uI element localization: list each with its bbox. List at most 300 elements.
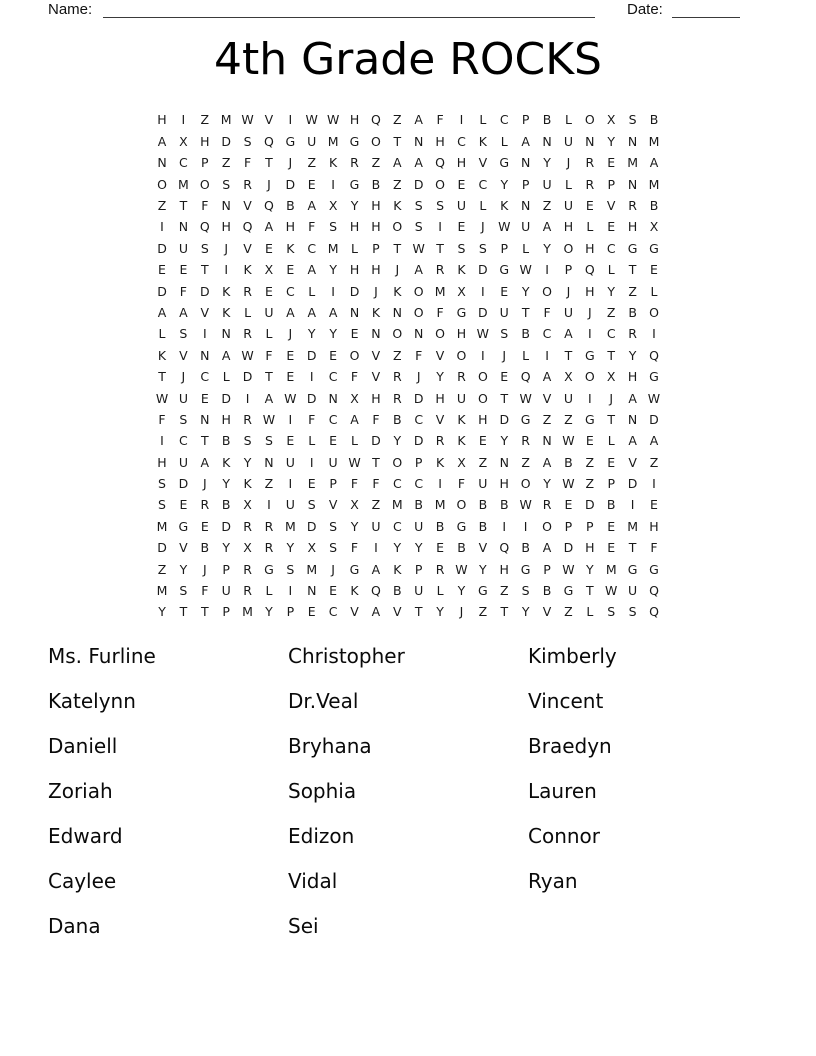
grid-letter-r3c12: A xyxy=(393,155,402,171)
grid-letter-r4c4: S xyxy=(222,176,231,192)
grid-letter-r9c9: I xyxy=(331,283,335,299)
grid-letter-r18c7: I xyxy=(288,476,293,492)
grid-letter-r10c6: U xyxy=(264,304,274,320)
grid-letter-r17c21: Z xyxy=(585,454,595,470)
grid-letter-r7c5: V xyxy=(243,240,252,256)
grid-letter-r4c5: R xyxy=(243,176,252,192)
grid-letter-r18c2: D xyxy=(178,476,189,492)
grid-letter-r9c8: L xyxy=(308,283,316,299)
grid-letter-r17c17: N xyxy=(499,454,509,470)
grid-letter-r9c12: K xyxy=(393,283,402,299)
grid-letter-r19c4: B xyxy=(221,497,231,513)
grid-letter-r10c2: A xyxy=(179,304,188,320)
grid-letter-r2c11: O xyxy=(370,133,381,149)
grid-letter-r14c17: T xyxy=(500,390,509,406)
grid-letter-r9c4: K xyxy=(222,283,231,299)
grid-letter-r3c6: T xyxy=(265,155,273,171)
grid-letter-r10c18: T xyxy=(521,304,530,320)
grid-letter-r5c6: Q xyxy=(264,198,274,213)
grid-letter-r19c5: X xyxy=(243,497,252,513)
grid-letter-r22c14: R xyxy=(435,561,445,577)
grid-letter-r20c15: G xyxy=(456,518,467,534)
grid-letter-r9c21: H xyxy=(585,283,595,299)
grid-letter-r16c21: E xyxy=(585,433,594,449)
grid-letter-r24c15: J xyxy=(459,604,464,620)
grid-letter-r9c13: O xyxy=(413,283,424,299)
grid-letter-r23c7: I xyxy=(288,583,293,599)
grid-letter-r10c14: F xyxy=(436,304,444,320)
grid-letter-r23c8: N xyxy=(307,583,317,599)
grid-letter-r1c12: Z xyxy=(393,112,402,128)
grid-letter-r14c7: W xyxy=(284,390,297,406)
grid-letter-r21c2: V xyxy=(179,540,188,556)
grid-letter-r10c24: O xyxy=(649,304,659,320)
grid-letter-r15c16: H xyxy=(478,411,488,427)
grid-letter-r19c18: W xyxy=(519,497,532,513)
grid-letter-r4c17: Y xyxy=(500,176,509,192)
grid-letter-r15c2: S xyxy=(179,411,188,427)
grid-letter-r12c6: F xyxy=(265,347,273,363)
grid-letter-r24c18: Y xyxy=(521,604,530,620)
grid-letter-r11c20: A xyxy=(564,326,573,342)
grid-letter-r23c20: G xyxy=(563,583,574,599)
grid-letter-r18c19: Y xyxy=(543,476,551,492)
grid-letter-r1c1: H xyxy=(157,112,167,128)
grid-letter-r15c7: I xyxy=(288,411,293,427)
word-list-item: Bryhana xyxy=(288,734,372,758)
grid-letter-r11c1: L xyxy=(158,326,166,342)
grid-letter-r4c16: C xyxy=(478,176,488,192)
grid-letter-r21c9: S xyxy=(329,540,338,556)
grid-letter-r10c8: A xyxy=(307,304,317,320)
grid-letter-r18c14: I xyxy=(438,476,442,492)
grid-letter-r4c18: P xyxy=(521,176,530,192)
grid-letter-r7c16: S xyxy=(478,240,487,256)
grid-letter-r5c8: A xyxy=(307,198,317,213)
grid-letter-r11c10: E xyxy=(350,326,359,342)
grid-letter-r6c8: F xyxy=(308,219,316,235)
grid-letter-r19c2: E xyxy=(179,497,188,513)
grid-letter-r16c23: A xyxy=(628,433,637,449)
grid-letter-r23c5: R xyxy=(243,583,252,599)
grid-letter-r13c2: J xyxy=(181,369,186,385)
grid-letter-r11c16: W xyxy=(476,326,490,342)
grid-letter-r16c5: S xyxy=(243,433,252,449)
grid-letter-r8c8: A xyxy=(307,262,317,278)
grid-letter-r8c5: K xyxy=(243,262,252,278)
grid-letter-r19c12: M xyxy=(391,497,403,513)
grid-letter-r11c18: B xyxy=(521,326,530,342)
grid-letter-r5c16: L xyxy=(479,198,487,213)
grid-letter-r10c15: G xyxy=(456,304,467,320)
grid-letter-r16c1: I xyxy=(160,433,164,449)
grid-letter-r2c16: K xyxy=(478,133,487,149)
grid-letter-r12c16: I xyxy=(481,347,485,363)
grid-letter-r14c1: W xyxy=(155,390,169,406)
grid-letter-r18c21: Z xyxy=(585,476,595,492)
grid-letter-r15c19: Z xyxy=(542,411,552,427)
grid-letter-r7c19: Y xyxy=(543,240,551,256)
grid-letter-r21c19: A xyxy=(542,540,552,556)
grid-letter-r16c24: A xyxy=(649,433,659,449)
grid-letter-r15c3: N xyxy=(200,411,210,427)
word-list-item: Edizon xyxy=(288,824,355,848)
grid-letter-r1c9: W xyxy=(326,112,340,128)
grid-letter-r5c9: X xyxy=(328,198,338,213)
grid-letter-r24c11: A xyxy=(371,604,381,620)
grid-letter-r12c12: Z xyxy=(393,347,402,363)
grid-letter-r4c10: G xyxy=(349,176,360,192)
grid-letter-r18c18: O xyxy=(520,476,531,492)
grid-letter-r23c18: S xyxy=(521,583,530,599)
grid-letter-r11c24: I xyxy=(652,326,656,342)
grid-letter-r17c11: T xyxy=(372,454,380,470)
grid-letter-r23c3: F xyxy=(201,583,209,599)
grid-letter-r9c17: E xyxy=(500,283,509,299)
grid-letter-r5c23: R xyxy=(628,198,637,213)
grid-letter-r20c18: I xyxy=(523,518,528,534)
grid-letter-r13c16: O xyxy=(477,369,488,385)
grid-letter-r9c3: D xyxy=(199,283,210,299)
grid-letter-r10c12: N xyxy=(392,304,402,320)
grid-letter-r22c17: H xyxy=(499,561,509,577)
grid-letter-r11c19: C xyxy=(542,326,552,342)
grid-letter-r4c6: J xyxy=(267,176,271,192)
grid-letter-r12c7: E xyxy=(286,347,295,363)
grid-letter-r3c2: C xyxy=(179,155,188,171)
grid-letter-r18c5: K xyxy=(243,476,252,492)
word-list-item: Dr.Veal xyxy=(288,689,359,713)
word-list-item: Sophia xyxy=(288,779,357,803)
grid-letter-r17c22: E xyxy=(607,454,616,470)
grid-letter-r10c10: N xyxy=(349,304,360,320)
grid-letter-r11c17: S xyxy=(500,326,509,342)
grid-letter-r1c15: I xyxy=(459,112,464,128)
grid-letter-r11c21: I xyxy=(587,326,592,342)
grid-letter-r14c8: D xyxy=(306,390,317,406)
grid-letter-r5c19: Z xyxy=(542,198,552,213)
grid-letter-r14c3: E xyxy=(200,390,209,406)
grid-letter-r17c19: A xyxy=(542,454,552,470)
grid-letter-r11c9: Y xyxy=(329,326,337,342)
grid-letter-r20c2: G xyxy=(178,518,189,534)
grid-letter-r18c11: F xyxy=(372,476,380,492)
grid-letter-r22c9: J xyxy=(331,561,335,577)
letter-grid xyxy=(151,110,664,623)
grid-letter-r4c23: N xyxy=(627,176,638,192)
grid-letter-r20c13: U xyxy=(414,518,424,534)
grid-letter-r22c15: W xyxy=(455,561,468,577)
grid-letter-r7c7: K xyxy=(286,240,295,256)
grid-letter-r4c15: E xyxy=(457,176,466,192)
grid-letter-r14c24: W xyxy=(647,390,661,406)
grid-letter-r13c3: C xyxy=(200,369,210,385)
grid-letter-r21c21: H xyxy=(585,540,595,556)
grid-letter-r15c9: C xyxy=(328,411,338,427)
grid-letter-r19c10: X xyxy=(350,497,359,513)
word-list-item: Edward xyxy=(48,824,123,848)
grid-letter-r13c18: Q xyxy=(520,369,531,385)
grid-letter-r13c9: C xyxy=(328,369,338,385)
word-list-item: Daniell xyxy=(48,734,118,758)
grid-letter-r10c17: U xyxy=(499,304,509,320)
grid-letter-r19c16: B xyxy=(478,497,488,513)
grid-letter-r18c13: C xyxy=(414,476,424,492)
grid-letter-r13c4: L xyxy=(222,369,230,385)
grid-letter-r6c24: X xyxy=(649,219,659,235)
date-blank-line xyxy=(672,0,740,18)
grid-letter-r7c18: L xyxy=(522,240,530,256)
grid-letter-r22c10: G xyxy=(349,561,360,577)
grid-letter-r19c21: D xyxy=(585,497,595,513)
grid-letter-r6c21: L xyxy=(586,219,594,235)
grid-letter-r15c14: V xyxy=(435,411,445,427)
grid-letter-r22c23: G xyxy=(627,561,638,577)
grid-letter-r12c15: O xyxy=(456,347,467,363)
grid-letter-r16c14: R xyxy=(435,433,445,449)
grid-letter-r18c4: Y xyxy=(222,476,230,492)
grid-letter-r11c11: N xyxy=(371,326,381,342)
grid-letter-r8c9: Y xyxy=(329,262,337,278)
grid-letter-r7c3: S xyxy=(200,240,209,256)
grid-letter-r1c10: H xyxy=(349,112,360,128)
grid-letter-r9c10: D xyxy=(349,283,360,299)
grid-letter-r20c1: M xyxy=(156,518,168,534)
grid-letter-r7c4: J xyxy=(224,240,229,256)
grid-letter-r3c11: Z xyxy=(371,155,381,171)
word-list-item: Kimberly xyxy=(528,644,617,668)
grid-letter-r21c7: Y xyxy=(286,540,295,556)
grid-letter-r16c19: N xyxy=(542,433,552,449)
grid-letter-r2c2: X xyxy=(179,133,188,149)
grid-letter-r6c9: S xyxy=(329,219,338,235)
grid-letter-r21c1: D xyxy=(157,540,167,556)
grid-letter-r2c22: Y xyxy=(607,133,616,149)
grid-letter-r20c7: M xyxy=(284,518,296,534)
grid-letter-r15c4: H xyxy=(221,411,231,427)
grid-letter-r23c19: B xyxy=(542,583,552,599)
grid-letter-r3c23: M xyxy=(627,155,638,171)
grid-letter-r22c11: A xyxy=(371,561,381,577)
grid-letter-r12c10: O xyxy=(349,347,360,363)
grid-letter-r10c19: F xyxy=(543,304,551,320)
grid-letter-r19c3: R xyxy=(200,497,210,513)
grid-letter-r5c21: E xyxy=(585,198,594,213)
name-label: Name: xyxy=(48,1,93,18)
grid-letter-r18c24: I xyxy=(652,476,656,492)
grid-letter-r5c14: S xyxy=(436,198,445,213)
word-list-item: Zoriah xyxy=(48,779,113,803)
grid-letter-r14c12: R xyxy=(392,390,402,406)
grid-letter-r7c6: E xyxy=(265,240,273,256)
word-list-item: Connor xyxy=(528,824,601,848)
grid-letter-r6c2: N xyxy=(178,219,189,235)
grid-letter-r4c21: R xyxy=(585,176,595,192)
grid-letter-r3c20: J xyxy=(566,155,571,171)
grid-letter-r18c17: H xyxy=(499,476,509,492)
grid-letter-r11c6: L xyxy=(265,326,273,342)
grid-letter-r14c16: O xyxy=(477,390,488,406)
grid-letter-r22c12: K xyxy=(393,561,402,577)
grid-letter-r8c19: I xyxy=(545,262,549,278)
word-list-item: Dana xyxy=(48,914,101,938)
grid-letter-r5c4: N xyxy=(221,198,231,213)
grid-letter-r1c23: S xyxy=(628,112,637,128)
grid-letter-r2c5: S xyxy=(243,133,252,149)
grid-letter-r2c1: A xyxy=(157,133,167,149)
word-list-item: Christopher xyxy=(288,644,405,668)
grid-letter-r8c10: H xyxy=(349,262,360,278)
grid-letter-r15c18: G xyxy=(520,411,531,427)
grid-letter-r17c2: U xyxy=(178,454,188,470)
grid-letter-r1c8: W xyxy=(305,112,318,128)
grid-letter-r7c12: T xyxy=(393,240,402,256)
grid-letter-r18c3: J xyxy=(202,476,207,492)
grid-letter-r7c24: G xyxy=(649,240,659,256)
grid-letter-r21c3: B xyxy=(200,540,210,556)
grid-letter-r13c13: J xyxy=(416,369,421,385)
grid-letter-r20c3: E xyxy=(200,518,209,534)
grid-letter-r16c6: S xyxy=(264,433,273,449)
grid-letter-r8c21: Q xyxy=(584,262,595,278)
grid-letter-r2c13: N xyxy=(414,133,424,149)
grid-letter-r5c12: K xyxy=(393,198,402,213)
grid-letter-r13c12: R xyxy=(392,369,402,385)
grid-letter-r18c1: S xyxy=(158,476,166,492)
grid-letter-r13c23: H xyxy=(627,369,638,385)
grid-letter-r10c20: U xyxy=(563,304,573,320)
grid-letter-r17c3: A xyxy=(200,454,210,470)
grid-letter-r10c5: L xyxy=(244,304,252,320)
grid-letter-r2c3: H xyxy=(200,133,210,149)
grid-letter-r1c13: A xyxy=(414,112,423,128)
grid-letter-r22c13: P xyxy=(414,561,423,577)
grid-letter-r21c17: Q xyxy=(499,540,510,556)
grid-letter-r20c23: M xyxy=(627,518,638,534)
grid-letter-r14c14: H xyxy=(435,390,445,406)
grid-letter-r16c22: L xyxy=(607,433,615,449)
grid-letter-r11c23: R xyxy=(628,326,637,342)
grid-letter-r14c18: W xyxy=(519,390,532,406)
grid-letter-r21c18: B xyxy=(521,540,530,556)
grid-letter-r18c23: D xyxy=(627,476,638,492)
grid-letter-r10c1: A xyxy=(157,304,167,320)
grid-letter-r15c11: F xyxy=(372,411,380,427)
grid-letter-r10c3: V xyxy=(200,304,210,320)
grid-letter-r11c2: S xyxy=(179,326,188,342)
grid-letter-r14c11: H xyxy=(371,390,381,406)
grid-letter-r5c22: V xyxy=(606,198,616,213)
grid-letter-r8c14: R xyxy=(435,262,445,278)
grid-letter-r19c23: I xyxy=(630,497,635,513)
grid-letter-r5c17: K xyxy=(500,198,509,213)
grid-letter-r7c15: S xyxy=(457,240,466,256)
grid-letter-r18c15: F xyxy=(457,476,466,492)
grid-letter-r10c23: B xyxy=(628,304,637,320)
grid-letter-r6c23: H xyxy=(627,219,638,235)
grid-letter-r13c24: G xyxy=(649,369,659,385)
grid-letter-r3c10: R xyxy=(350,155,359,171)
grid-letter-r7c21: H xyxy=(585,240,595,256)
grid-letter-r24c9: C xyxy=(328,604,338,620)
grid-letter-r21c20: D xyxy=(563,540,574,556)
grid-letter-r2c20: U xyxy=(563,133,573,149)
date-label: Date: xyxy=(627,1,663,18)
grid-letter-r20c16: B xyxy=(478,518,488,534)
grid-letter-r21c15: B xyxy=(457,540,466,556)
grid-letter-r1c16: L xyxy=(479,112,487,128)
grid-letter-r6c4: H xyxy=(221,219,231,235)
grid-letter-r12c14: V xyxy=(435,347,445,363)
grid-letter-r10c7: A xyxy=(286,304,295,320)
grid-letter-r3c8: Z xyxy=(307,155,317,171)
grid-letter-r20c5: R xyxy=(243,518,252,534)
grid-letter-r9c11: J xyxy=(374,283,378,299)
grid-letter-r19c1: S xyxy=(158,497,166,513)
grid-letter-r22c21: Y xyxy=(586,561,594,577)
grid-letter-r17c4: K xyxy=(222,454,231,470)
grid-letter-r24c5: M xyxy=(242,604,253,620)
grid-letter-r21c16: V xyxy=(478,540,488,556)
grid-letter-r8c18: W xyxy=(519,262,532,278)
grid-letter-r8c16: D xyxy=(478,262,488,278)
grid-letter-r1c17: C xyxy=(499,112,509,128)
grid-letter-r20c12: C xyxy=(392,518,402,534)
grid-letter-r9c22: Y xyxy=(607,283,616,299)
grid-letter-r15c1: F xyxy=(158,411,166,427)
grid-letter-r6c6: A xyxy=(264,219,274,235)
grid-letter-r16c15: K xyxy=(457,433,466,449)
grid-letter-r21c12: Y xyxy=(393,540,402,556)
grid-letter-r24c8: E xyxy=(307,604,316,620)
grid-letter-r19c19: R xyxy=(542,497,552,513)
grid-letter-r17c5: Y xyxy=(243,454,252,470)
grid-letter-r15c8: F xyxy=(308,411,316,427)
grid-letter-r5c1: Z xyxy=(157,198,167,213)
grid-letter-r18c20: W xyxy=(562,476,575,492)
grid-letter-r23c22: W xyxy=(605,583,618,599)
grid-letter-r15c23: N xyxy=(627,411,638,427)
grid-letter-r20c20: P xyxy=(564,518,573,534)
grid-letter-r14c2: U xyxy=(178,390,188,406)
grid-letter-r16c11: D xyxy=(371,433,381,449)
grid-letter-r3c21: R xyxy=(585,155,595,171)
grid-letter-r19c22: B xyxy=(606,497,616,513)
grid-letter-r18c9: P xyxy=(329,476,337,492)
grid-letter-r15c22: T xyxy=(607,411,616,427)
grid-letter-r11c7: J xyxy=(288,326,293,342)
grid-letter-r9c15: X xyxy=(457,283,466,299)
grid-letter-r24c24: Q xyxy=(649,604,659,620)
grid-letter-r10c13: O xyxy=(413,304,424,320)
grid-letter-r13c14: Y xyxy=(436,369,444,385)
grid-letter-r13c6: T xyxy=(265,369,273,385)
grid-letter-r12c22: T xyxy=(607,347,616,363)
grid-letter-r1c2: I xyxy=(181,112,186,128)
grid-letter-r16c2: C xyxy=(179,433,188,449)
grid-letter-r22c6: G xyxy=(264,561,274,577)
word-list-item: Katelynn xyxy=(48,689,136,713)
word-list-item: Braedyn xyxy=(528,734,612,758)
grid-letter-r22c1: Z xyxy=(157,561,167,577)
grid-letter-r20c9: S xyxy=(329,518,338,534)
grid-letter-r20c17: I xyxy=(502,518,507,534)
grid-letter-r13c8: I xyxy=(309,369,314,385)
grid-letter-r13c22: X xyxy=(606,369,616,385)
word-list-item: Lauren xyxy=(528,779,597,803)
grid-letter-r1c7: I xyxy=(288,112,293,128)
grid-letter-r4c14: O xyxy=(435,176,445,192)
